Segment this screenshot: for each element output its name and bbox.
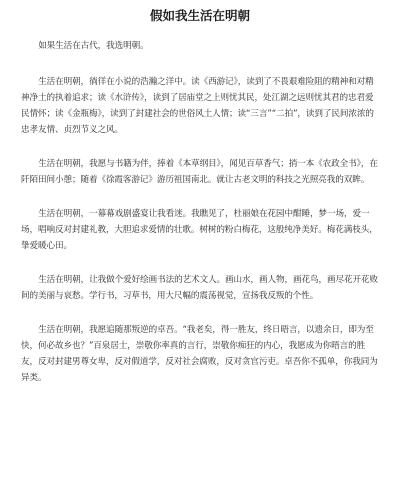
paragraph-1: 如果生活在古代，我选明朝。 bbox=[38, 41, 149, 51]
article-title: 假如我生活在明朝 bbox=[149, 8, 250, 23]
paragraph-4: 生活在明朝，一幕幕戏剧盛宴让我看迷。我瞧见了，杜丽娘在花园中酣睡，梦一场，爱一场，唱响反对封建礼教，大胆追求爱情的壮歌。树树的粉白梅花，这般纯净美好。梅花满枝头，挚爱暖心田。 bbox=[21, 209, 378, 251]
paragraph-2: 生活在明朝，徜徉在小说的浩瀚之洋中。读《西游记》，读到了不畏艰难险阻的精神和对精神净土的执着追求；读《水浒传》，读到了居庙堂之上则忧其民，处江湖之远则忧其君的忠君爱民情怀；读《金瓶梅》，读到了封建社会的世俗风土人情；读“三言”“二拍”，读到了民间浓浓的忠孝友情、贞烈节义之风。 bbox=[21, 77, 374, 135]
paragraph-5: 生活在明朝，让我做个爱好绘画书法的艺术文人。画山水，画人物，画花鸟，画尽花开花败间的美丽与哀愁。学行书，习草书，用大尺幅的震荡视觉，宣扬我反叛的个性。 bbox=[21, 275, 378, 301]
paragraph-3: 生活在明朝，我愿与书籍为伴，捧着《本草纲目》，闻见百草香气；捎一本《农政全书》，在阡陌田间小憩；随着《徐霞客游记》游历祖国南北。就让古老文明的科技之光照亮我的双眸。 bbox=[21, 159, 378, 185]
paragraph-6: 生活在明朝，我愿追随那叛逆的卓吾。“我老矣，得一胜友，终日晤言，以遗余日，即为至快，何必故乡也？”百泉居士，崇敬你率真的言行，崇敬你痴狂的内心，我愿成为你晤言的胜友，反对封建男尊女卑，反对假道学，反对社会腐败，反对贪官污吏。卓吾你不孤单，你我同为异类。 bbox=[21, 325, 378, 383]
